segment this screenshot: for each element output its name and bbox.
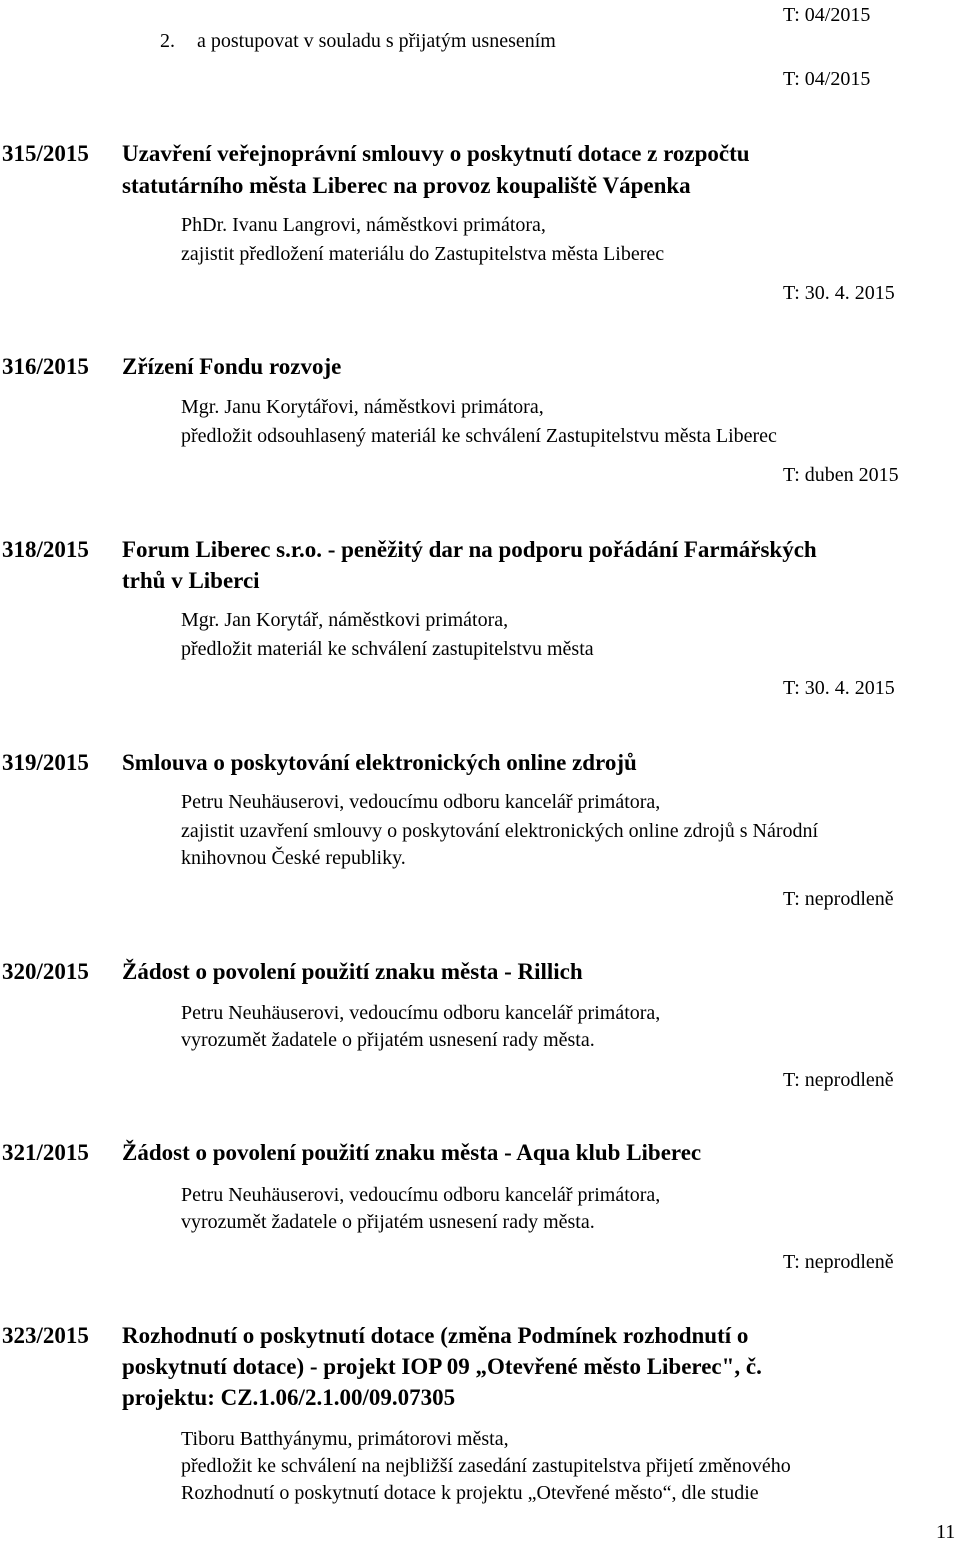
resolution-title: Žádost o povolení použití znaku města - Rillich: [122, 959, 583, 984]
resolution-title: poskytnutí dotace) - projekt IOP 09 „Otevřené město Liberec", č.: [122, 1354, 762, 1379]
deadline: T: duben 2015: [783, 464, 899, 486]
page-number: 11: [936, 1521, 956, 1543]
resolution-body: Tiboru Batthyánymu, primátorovi města,: [181, 1428, 509, 1450]
resolution-number: 315/2015: [2, 141, 89, 166]
resolution-title: projektu: CZ.1.06/2.1.00/09.07305: [122, 1385, 456, 1410]
resolution-body: knihovnou České republiky.: [181, 847, 406, 869]
resolution-body: Petru Neuhäuserovi, vedoucímu odboru kancelář primátora,: [181, 791, 661, 813]
deadline: T: neprodleně: [783, 888, 894, 910]
resolution-title: statutárního města Liberec na provoz koupaliště Vápenka: [122, 173, 691, 198]
resolution-number: 318/2015: [2, 537, 89, 562]
resolution-number: 316/2015: [2, 354, 89, 379]
deadline: T: neprodleně: [783, 1251, 894, 1273]
resolution-body: předložit materiál ke schválení zastupitelstvu města: [181, 638, 594, 660]
resolution-body: Rozhodnutí o poskytnutí dotace k projektu „Otevřené město“, dle studie: [181, 1482, 759, 1504]
resolution-body: zajistit uzavření smlouvy o poskytování elektronických online zdrojů s Národní: [181, 820, 819, 842]
resolution-body: vyrozumět žadatele o přijatém usnesení rady města.: [181, 1211, 595, 1233]
resolution-number: 321/2015: [2, 1140, 89, 1165]
resolution-number: 319/2015: [2, 750, 89, 775]
resolution-number: 320/2015: [2, 959, 89, 984]
resolution-title: Forum Liberec s.r.o. - peněžitý dar na podporu pořádání Farmářských: [122, 537, 817, 562]
item-number: 2.: [160, 30, 175, 52]
item-text: a postupovat v souladu s přijatým usnesením: [197, 30, 556, 52]
resolution-title: Uzavření veřejnoprávní smlouvy o poskytnutí dotace z rozpočtu: [122, 141, 750, 166]
resolution-body: Petru Neuhäuserovi, vedoucímu odboru kancelář primátora,: [181, 1002, 661, 1024]
resolution-body: PhDr. Ivanu Langrovi, náměstkovi primátora,: [181, 214, 546, 236]
resolution-body: Petru Neuhäuserovi, vedoucímu odboru kancelář primátora,: [181, 1184, 661, 1206]
resolution-title: trhů v Liberci: [122, 568, 260, 593]
resolution-number: 323/2015: [2, 1323, 89, 1348]
resolution-title: Smlouva o poskytování elektronických online zdrojů: [122, 750, 637, 775]
resolution-title: Rozhodnutí o poskytnutí dotace (změna Podmínek rozhodnutí o: [122, 1323, 749, 1348]
resolution-body: Mgr. Janu Korytářovi, náměstkovi primátora,: [181, 396, 544, 418]
resolution-body: vyrozumět žadatele o přijatém usnesení rady města.: [181, 1029, 595, 1051]
resolution-body: Mgr. Jan Korytář, náměstkovi primátora,: [181, 609, 509, 631]
resolution-title: Žádost o povolení použití znaku města - Aqua klub Liberec: [122, 1140, 702, 1165]
deadline: T: 04/2015: [783, 4, 871, 26]
resolution-title: Zřízení Fondu rozvoje: [122, 354, 342, 379]
deadline: T: 04/2015: [783, 68, 871, 90]
resolution-body: předložit odsouhlasený materiál ke schválení Zastupitelstvu města Liberec: [181, 425, 777, 447]
resolution-body: předložit ke schválení na nejbližší zasedání zastupitelstva přijetí změnového: [181, 1455, 791, 1477]
deadline: T: neprodleně: [783, 1069, 894, 1091]
deadline: T: 30. 4. 2015: [783, 677, 895, 699]
deadline: T: 30. 4. 2015: [783, 282, 895, 304]
resolution-body: zajistit předložení materiálu do Zastupitelstva města Liberec: [181, 243, 665, 265]
